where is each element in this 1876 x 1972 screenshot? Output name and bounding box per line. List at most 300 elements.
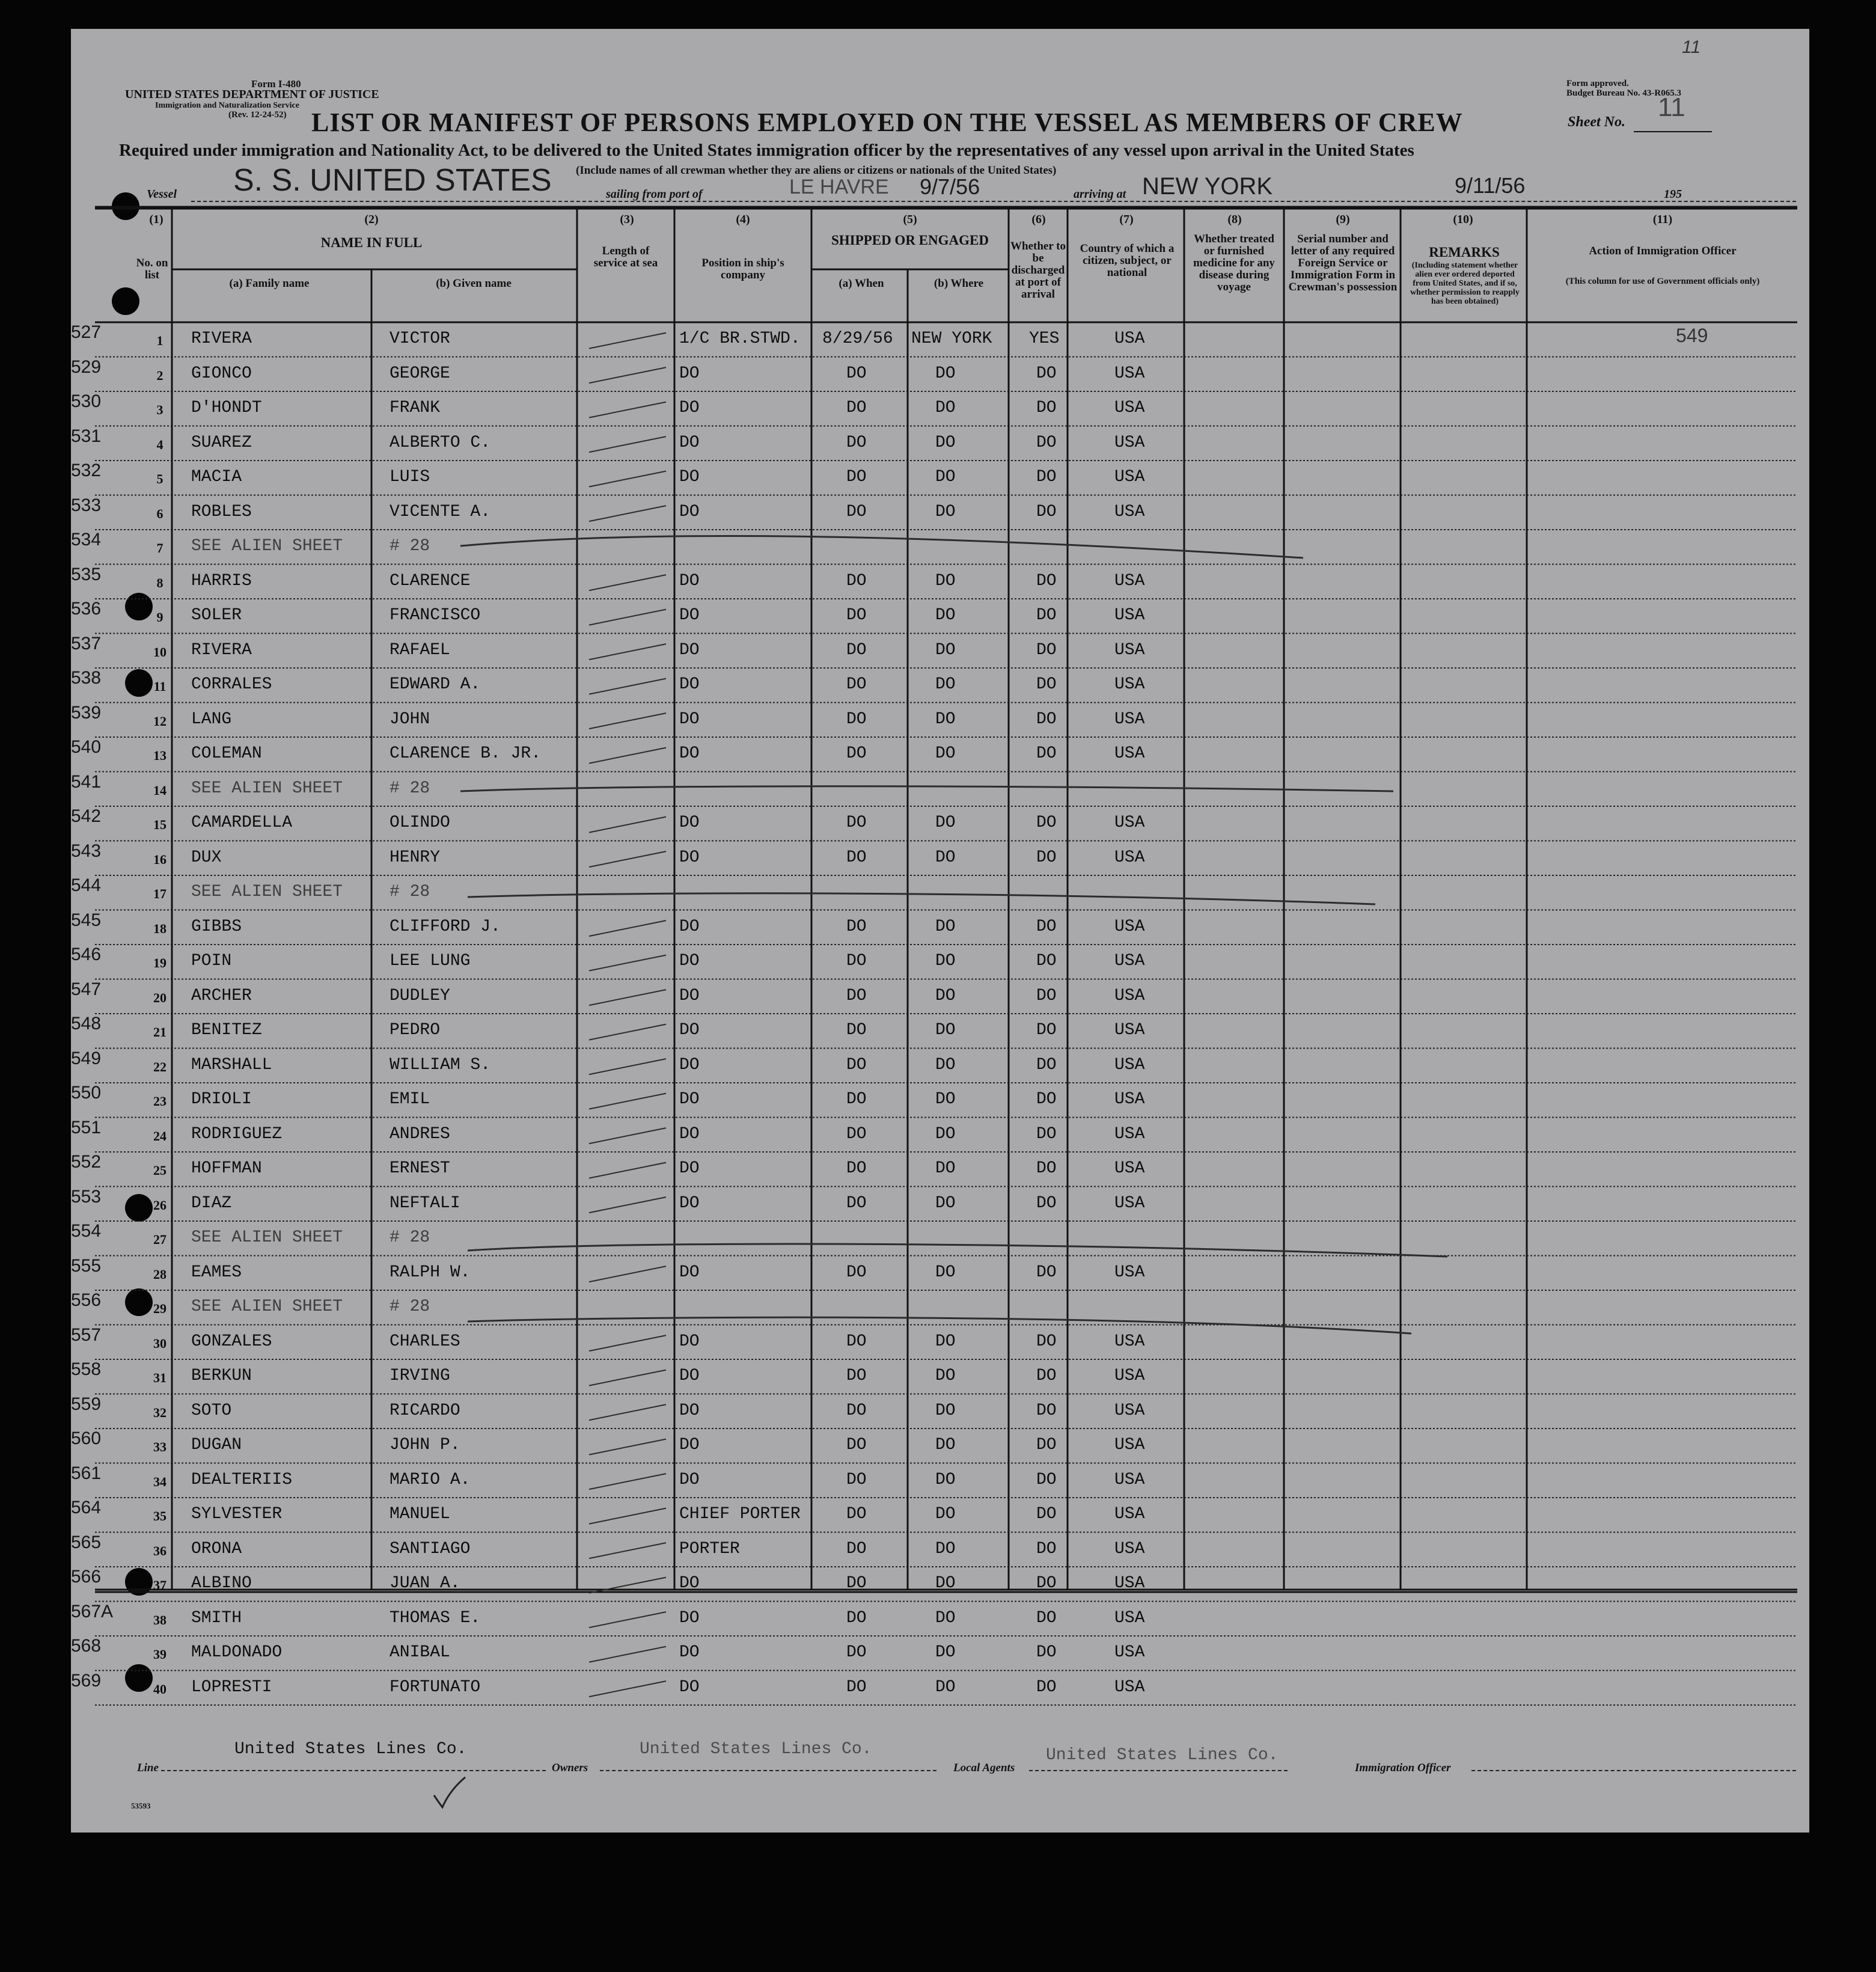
discharged: DO <box>1036 1159 1057 1178</box>
col6-number: (6) <box>1031 213 1046 226</box>
row-line-number: 7 <box>156 540 163 556</box>
family-name: SEE ALIEN SHEET <box>191 779 343 798</box>
col1-header: No. on list <box>136 257 168 281</box>
row-reference-number: 531 <box>71 426 102 446</box>
row-line-number: 34 <box>153 1474 167 1489</box>
family-name: ROBLES <box>191 502 252 521</box>
row-reference-number: 558 <box>71 1359 102 1379</box>
row-reference-number: 543 <box>71 841 102 861</box>
family-name: CORRALES <box>191 675 272 694</box>
position: DO <box>679 1159 700 1178</box>
country: USA <box>1114 1470 1145 1489</box>
shipped-where: DO <box>935 1539 956 1558</box>
country: USA <box>1114 848 1145 867</box>
given-name: EMIL <box>390 1090 430 1109</box>
shipped-when: DO <box>846 1401 867 1420</box>
row-reference-number: 529 <box>71 357 102 377</box>
line-label: Line <box>137 1762 159 1774</box>
shipped-when: DO <box>846 1608 867 1628</box>
owners-underline <box>600 1770 936 1771</box>
discharged: DO <box>1036 1505 1057 1523</box>
given-name: RAFAEL <box>390 640 450 660</box>
family-name: MACIA <box>191 468 242 486</box>
shipped-where: DO <box>935 848 956 867</box>
country: USA <box>1114 1159 1145 1178</box>
given-name: # 28 <box>390 537 430 556</box>
shipped-when: DO <box>846 1263 867 1282</box>
shipped-when: DO <box>846 1159 867 1178</box>
table-row <box>71 1394 1809 1430</box>
table-row <box>71 1152 1809 1187</box>
row-reference-number: 561 <box>71 1463 102 1483</box>
country: USA <box>1114 1332 1145 1351</box>
corner-page-mark: 11 <box>1682 37 1701 57</box>
row-reference-number: 545 <box>71 910 102 930</box>
row-line-number: 31 <box>153 1370 167 1385</box>
discharged: DO <box>1036 813 1057 832</box>
discharged: DO <box>1036 744 1057 763</box>
table-row <box>71 322 1809 358</box>
position: DO <box>679 502 700 521</box>
row-reference-number: 533 <box>71 495 102 515</box>
country: USA <box>1114 1574 1145 1593</box>
family-name: GIONCO <box>191 364 252 383</box>
col9-header: Serial number and letter of any required Foreign Service or Immigration Form in Crewman's possession <box>1288 233 1398 293</box>
shipped-when: DO <box>846 813 867 832</box>
table-row <box>71 1256 1809 1291</box>
row-line-number: 8 <box>156 575 163 590</box>
shipped-when: DO <box>846 502 867 521</box>
position: DO <box>679 1574 700 1593</box>
country: USA <box>1114 1608 1145 1628</box>
family-name: CAMARDELLA <box>191 813 293 832</box>
row-reference-number: 544 <box>71 875 102 895</box>
family-name: RODRIGUEZ <box>191 1124 283 1144</box>
discharged: DO <box>1036 1643 1057 1662</box>
row-reference-number: 536 <box>71 599 102 619</box>
row-line-number: 39 <box>153 1647 167 1662</box>
table-row <box>71 1118 1809 1153</box>
given-name: NEFTALI <box>390 1193 460 1213</box>
shipped-when: 8/29/56 <box>822 329 893 348</box>
col10-header: REMARKS <box>1429 245 1500 260</box>
row-line-number: 25 <box>153 1163 167 1178</box>
shipped-where: DO <box>935 917 956 936</box>
row-reference-number: 553 <box>71 1186 102 1207</box>
family-name: D'HONDT <box>191 399 262 417</box>
country: USA <box>1114 1539 1145 1558</box>
shipped-where: DO <box>935 606 956 625</box>
position: DO <box>679 1401 700 1420</box>
family-name: SEE ALIEN SHEET <box>191 1228 343 1247</box>
table-row <box>71 668 1809 703</box>
row-reference-number: 527 <box>71 322 102 342</box>
row-reference-number: 568 <box>71 1636 102 1656</box>
row-reference-number: 539 <box>71 702 102 723</box>
check-mark-icon <box>432 1775 468 1811</box>
row-line-number: 1 <box>156 333 163 348</box>
row-reference-number: 537 <box>71 633 102 654</box>
family-name: LANG <box>191 709 232 729</box>
row-reference-number: 567A <box>71 1601 114 1621</box>
row-reference-number: 538 <box>71 668 102 688</box>
given-name: RICARDO <box>390 1401 460 1420</box>
col2-header: NAME IN FULL <box>320 235 423 250</box>
shipped-where: DO <box>935 1332 956 1351</box>
country: USA <box>1114 1193 1145 1213</box>
row-line-number: 6 <box>156 506 163 521</box>
row-reference-number: 569 <box>71 1670 102 1691</box>
discharged: DO <box>1036 675 1057 694</box>
discharged: DO <box>1036 917 1057 936</box>
table-row <box>71 599 1809 634</box>
family-name: MARSHALL <box>191 1055 272 1074</box>
family-name: HOFFMAN <box>191 1159 262 1178</box>
shipped-where: DO <box>935 1263 956 1282</box>
shipped-where: DO <box>935 986 956 1005</box>
table-row <box>71 634 1809 669</box>
shipped-where: DO <box>935 1367 956 1385</box>
shipped-where: DO <box>935 364 956 383</box>
table-row <box>71 1083 1809 1118</box>
table-row <box>71 391 1809 427</box>
row-line-number: 36 <box>153 1543 167 1558</box>
col7-number: (7) <box>1119 213 1134 226</box>
shipped-when: DO <box>846 744 867 763</box>
page-subtitle: Required under immigration and Nationality Act, to be delivered to the United States immigration officer by the representatives of any vessel upon arrival in the United States <box>119 141 1414 160</box>
country: USA <box>1114 468 1145 486</box>
line-underline <box>161 1770 546 1771</box>
position: DO <box>679 1090 700 1109</box>
officer-action: 549 <box>1676 325 1708 346</box>
country: USA <box>1114 606 1145 625</box>
shipped-when: DO <box>846 1677 867 1697</box>
local-agents-label: Local Agents <box>953 1762 1015 1774</box>
shipped-when: DO <box>846 364 867 383</box>
country: USA <box>1114 1643 1145 1662</box>
row-reference-number: 564 <box>71 1498 102 1517</box>
sailing-date: 9/7/56 <box>920 174 980 199</box>
discharged: DO <box>1036 640 1057 660</box>
given-name: ERNEST <box>390 1159 450 1178</box>
position: DO <box>679 744 700 763</box>
arrival-date: 9/11/56 <box>1455 173 1526 198</box>
shipped-where: DO <box>935 640 956 660</box>
shipped-where: DO <box>935 1505 956 1523</box>
country: USA <box>1114 364 1145 383</box>
table-row <box>71 357 1809 393</box>
row-reference-number: 552 <box>71 1152 102 1172</box>
position: DO <box>679 813 700 832</box>
row-line-number: 21 <box>153 1024 167 1040</box>
given-name: EDWARD A. <box>390 675 481 694</box>
family-name: DEALTERIIS <box>191 1470 293 1489</box>
discharged: DO <box>1036 952 1057 970</box>
country: USA <box>1114 571 1145 590</box>
discharged: DO <box>1036 1401 1057 1420</box>
row-line-number: 12 <box>153 713 167 729</box>
row-line-number: 38 <box>153 1612 167 1628</box>
col3-header: Length of service at sea <box>593 245 658 269</box>
position: 1/C BR.STWD. <box>679 329 801 348</box>
row-reference-number: 548 <box>71 1014 102 1033</box>
discharged: DO <box>1036 1124 1057 1144</box>
row-line-number: 40 <box>153 1681 167 1697</box>
row-line-number: 30 <box>153 1335 167 1351</box>
col6-header: Whether to be discharged at port of arrival <box>1010 240 1066 301</box>
col5-header: SHIPPED OR ENGAGED <box>831 233 989 248</box>
row-reference-number: 534 <box>71 530 102 550</box>
position: DO <box>679 1643 700 1662</box>
row-line-number: 18 <box>153 920 167 936</box>
revision-date: (Rev. 12-24-52) <box>228 110 287 120</box>
row-reference-number: 550 <box>71 1083 102 1103</box>
family-name: GIBBS <box>191 917 242 936</box>
table-row <box>71 772 1809 807</box>
row-reference-number: 541 <box>71 771 102 792</box>
table-row <box>71 703 1809 738</box>
given-name: VICTOR <box>390 329 450 348</box>
department-name: UNITED STATES DEPARTMENT OF JUSTICE <box>125 88 379 101</box>
position: DO <box>679 571 700 590</box>
budget-bureau-number: Budget Bureau No. 43-R065.3 <box>1566 88 1681 98</box>
discharged: DO <box>1036 986 1057 1005</box>
row-line-number: 4 <box>156 436 163 452</box>
family-name: SYLVESTER <box>191 1505 283 1523</box>
shipped-where: DO <box>935 1090 956 1109</box>
position: DO <box>679 675 700 694</box>
local-agents-value: United States Lines Co. <box>1046 1746 1279 1765</box>
row-line-number: 37 <box>153 1578 167 1593</box>
table-row <box>71 1498 1809 1533</box>
position: DO <box>679 952 700 970</box>
row-reference-number: 559 <box>71 1394 102 1414</box>
discharged: DO <box>1036 399 1057 417</box>
form-approved: Form approved. <box>1566 79 1629 88</box>
given-name: THOMAS E. <box>390 1608 481 1628</box>
country: USA <box>1114 433 1145 452</box>
row-line-number: 26 <box>153 1197 167 1213</box>
country: USA <box>1114 1021 1145 1040</box>
given-name: ANDRES <box>390 1124 450 1144</box>
table-row <box>71 806 1809 842</box>
shipped-when: DO <box>846 468 867 486</box>
given-name: OLINDO <box>390 813 450 832</box>
discharged: DO <box>1036 1193 1057 1213</box>
family-name: BERKUN <box>191 1367 252 1385</box>
col8-number: (8) <box>1227 213 1242 226</box>
row-reference-number: 549 <box>71 1048 102 1068</box>
given-name: CHARLES <box>390 1332 460 1351</box>
discharged: DO <box>1036 1677 1057 1697</box>
owners-value: United States Lines Co. <box>640 1740 872 1759</box>
position: DO <box>679 1608 700 1628</box>
vessel-name: S. S. UNITED STATES <box>233 163 552 198</box>
col5b-header: (b) Where <box>933 277 984 290</box>
table-row <box>71 1671 1809 1706</box>
country: USA <box>1114 952 1145 970</box>
country: USA <box>1114 1677 1145 1697</box>
shipped-where: DO <box>935 1643 956 1662</box>
given-name: LUIS <box>390 468 430 486</box>
country: USA <box>1114 502 1145 521</box>
shipped-where: DO <box>935 675 956 694</box>
position: DO <box>679 709 700 729</box>
table-row <box>71 1567 1809 1602</box>
position: DO <box>679 399 700 417</box>
immigration-officer-underline <box>1471 1770 1796 1771</box>
row-line-number: 32 <box>153 1404 167 1420</box>
given-name: PEDRO <box>390 1021 441 1040</box>
position: DO <box>679 606 700 625</box>
row-reference-number: 532 <box>71 461 102 480</box>
position: DO <box>679 640 700 660</box>
shipped-where: DO <box>935 502 956 521</box>
table-row <box>71 1049 1809 1084</box>
shipped-when: DO <box>846 986 867 1005</box>
country: USA <box>1114 1263 1145 1282</box>
col11-header: Action of Immigration Officer <box>1589 245 1737 257</box>
given-name: MANUEL <box>390 1505 450 1523</box>
col4-number: (4) <box>736 213 750 226</box>
punch-hole <box>112 192 139 220</box>
col7-header: Country of which a citizen, subject, or national <box>1080 242 1175 279</box>
family-name: SMITH <box>191 1608 242 1628</box>
local-agents-underline <box>1029 1770 1288 1771</box>
discharged: DO <box>1036 1263 1057 1282</box>
family-name: HARRIS <box>191 571 252 590</box>
country: USA <box>1114 709 1145 729</box>
table-row <box>71 1014 1809 1049</box>
discharged: DO <box>1036 1470 1057 1489</box>
shipped-where: DO <box>935 1193 956 1213</box>
family-name: DUX <box>191 848 222 867</box>
shipped-where: DO <box>935 1159 956 1178</box>
table-row <box>71 1221 1809 1257</box>
shipped-when: DO <box>846 640 867 660</box>
position: CHIEF PORTER <box>679 1505 801 1523</box>
col11-number: (11) <box>1652 213 1673 226</box>
row-reference-number: 551 <box>71 1117 102 1138</box>
row-line-number: 22 <box>153 1059 167 1074</box>
given-name: # 28 <box>390 1297 430 1316</box>
shipped-where: DO <box>935 1574 956 1593</box>
col8-header: Whether treated or furnished medicine for any disease during voyage <box>1193 233 1275 293</box>
row-line-number: 19 <box>153 955 167 970</box>
discharged: DO <box>1036 364 1057 383</box>
row-line-number: 17 <box>153 886 167 901</box>
shipped-where: DO <box>935 1608 956 1628</box>
position: DO <box>679 1124 700 1144</box>
country: USA <box>1114 1436 1145 1454</box>
country: USA <box>1114 744 1145 763</box>
position: DO <box>679 1055 700 1074</box>
shipped-when: DO <box>846 1332 867 1351</box>
given-name: WILLIAM S. <box>390 1055 491 1074</box>
family-name: RIVERA <box>191 640 252 660</box>
position: DO <box>679 1367 700 1385</box>
line-value: United States Lines Co. <box>234 1740 467 1759</box>
shipped-where: DO <box>935 399 956 417</box>
given-name: MARIO A. <box>390 1470 471 1489</box>
family-name: LOPRESTI <box>191 1677 272 1697</box>
family-name: BENITEZ <box>191 1021 262 1040</box>
manifest-sheet <box>71 29 1809 1833</box>
table-row <box>71 945 1809 980</box>
position: DO <box>679 1332 700 1351</box>
table-row <box>71 1636 1809 1671</box>
family-name: SEE ALIEN SHEET <box>191 1297 343 1316</box>
position: DO <box>679 848 700 867</box>
given-name: HENRY <box>390 848 441 867</box>
given-name: CLARENCE B. JR. <box>390 744 542 763</box>
family-name: DIAZ <box>191 1193 232 1213</box>
given-name: FRANK <box>390 399 441 417</box>
country: USA <box>1114 329 1145 348</box>
family-name: COLEMAN <box>191 744 262 763</box>
shipped-when: DO <box>846 848 867 867</box>
row-line-number: 29 <box>153 1301 167 1316</box>
family-name: ORONA <box>191 1539 242 1558</box>
country: USA <box>1114 1124 1145 1144</box>
table-row <box>71 875 1809 911</box>
position: DO <box>679 1677 700 1697</box>
given-name: DUDLEY <box>390 986 450 1005</box>
given-name: RALPH W. <box>390 1263 471 1282</box>
position: PORTER <box>679 1539 740 1558</box>
row-reference-number: 554 <box>71 1221 102 1241</box>
country: USA <box>1114 675 1145 694</box>
form-number: Form I-480 <box>251 78 301 90</box>
row-line-number: 27 <box>153 1232 167 1247</box>
table-row <box>71 1463 1809 1499</box>
given-name: SANTIAGO <box>390 1539 471 1558</box>
shipped-where: DO <box>935 1470 956 1489</box>
col3-number: (3) <box>620 213 634 226</box>
family-name: DUGAN <box>191 1436 242 1454</box>
shipped-where: DO <box>935 1677 956 1697</box>
shipped-when: DO <box>846 709 867 729</box>
row-line-number: 15 <box>153 817 167 832</box>
country: USA <box>1114 917 1145 936</box>
row-reference-number: 535 <box>71 564 102 584</box>
owners-label: Owners <box>552 1762 588 1774</box>
given-name: ALBERTO C. <box>390 433 491 452</box>
shipped-where: DO <box>935 952 956 970</box>
col4-header: Position in ship's company <box>701 257 784 281</box>
row-line-number: 11 <box>153 679 167 694</box>
row-line-number: 9 <box>156 610 163 625</box>
row-reference-number: 542 <box>71 806 102 826</box>
shipped-where: DO <box>935 709 956 729</box>
discharged: DO <box>1036 1367 1057 1385</box>
shipped-when: DO <box>846 1124 867 1144</box>
col2b-header: (b) Given name <box>436 277 512 290</box>
discharged: DO <box>1036 502 1057 521</box>
given-name: # 28 <box>390 779 430 798</box>
vessel-underline <box>191 201 1796 202</box>
family-name: MALDONADO <box>191 1643 283 1662</box>
given-name: CLIFFORD J. <box>390 917 501 936</box>
row-line-number: 10 <box>153 644 167 660</box>
country: USA <box>1114 1367 1145 1385</box>
row-line-number: 13 <box>153 748 167 763</box>
shipped-where: DO <box>935 1401 956 1420</box>
row-line-number: 20 <box>153 990 167 1005</box>
row-reference-number: 566 <box>71 1567 102 1587</box>
given-name: JOHN <box>390 709 430 729</box>
row-line-number: 3 <box>156 402 163 417</box>
